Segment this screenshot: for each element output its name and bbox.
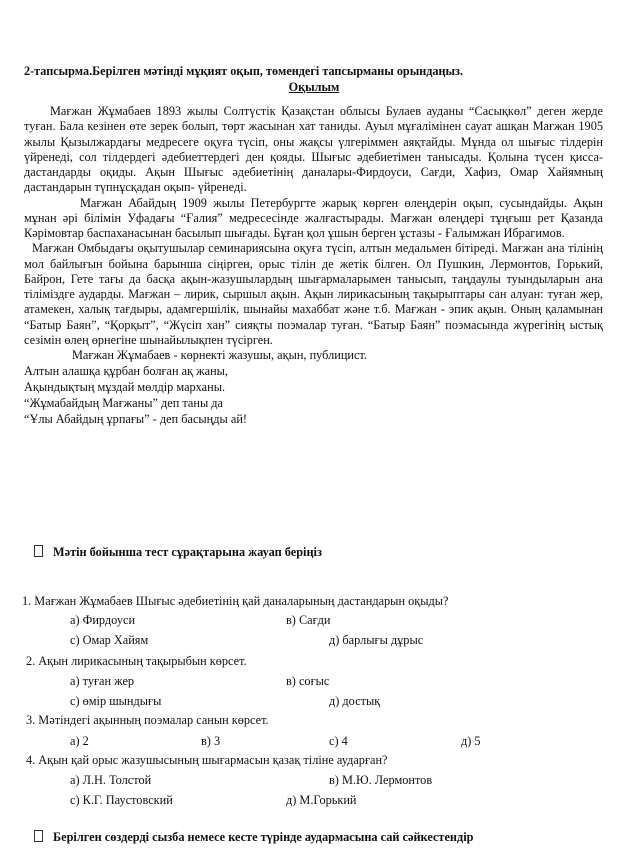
question-3: 3. Мәтіндегі ақынның поэмалар санын көрсет.: [26, 713, 269, 727]
q4-option-b[interactable]: в) М.Ю. Лермонтов: [329, 773, 433, 787]
poem-line: “Ұлы Абайдың ұрпағы” - деп басыңды ай!: [24, 412, 247, 427]
poem-line: “Жұмабайдың Мағжаны” деп таны да: [24, 396, 223, 411]
q1-option-c[interactable]: с) Омар Хайям: [70, 633, 149, 647]
q4-option-d[interactable]: д) М.Горький: [286, 793, 357, 807]
checkbox-glyph-icon: [34, 830, 43, 842]
poem-line: Алтын алашқа құрбан болған ақ жаны,: [24, 364, 228, 379]
q2-option-c[interactable]: с) өмір шындығы: [70, 694, 162, 708]
section-test-heading: [34, 544, 322, 560]
q1-option-d[interactable]: д) барлығы дұрыс: [329, 633, 424, 647]
section-matching-label: Берілген сөздерді сызба немесе кесте түрінде аудармасына сай сәйкестендір: [53, 830, 474, 844]
question-4: 4. Ақын қай орыс жазушысының шығармасын қазақ тіліне аударған?: [26, 753, 388, 767]
poem: [24, 363, 603, 427]
question-2: 2. Ақын лирикасының тақырыбын көрсет.: [26, 654, 247, 668]
task-header: [24, 64, 604, 95]
q4-option-c[interactable]: с) К.Г. Паустовский: [70, 793, 173, 807]
poem-line: Ақындықтың мұздай мөлдір марханы.: [24, 380, 226, 395]
task-instruction: 2-тапсырма.Берілген мәтінді мұқият оқып, төмендегі тапсырманы орындаңыз.: [24, 64, 463, 78]
question-1: 1. Мағжан Жұмабаев Шығыс әдебиетінің қай даналарының дастандарын оқыды?: [22, 594, 449, 608]
text-title: Оқылым: [288, 80, 340, 94]
q1-option-b[interactable]: в) Сағди: [286, 613, 331, 627]
q2-option-a[interactable]: а) туған жер: [70, 674, 135, 688]
paragraph-2: Мағжан Абайдың 1909 жылы Петербургте жарық көрген өлеңдерін оқып, сусындайды. Ақын мұнан әрі білімін Уфадағы “Ғалия” медресесінде жалғастырады. Мағжан өлеңдері тұңғыш рет Қазанда Кәрімовтар баспаханасынан басылып шығады. Бұған қол ұшын берген ұстазы - Ғалымжан Ибрагимов.: [24, 195, 603, 240]
q3-option-d[interactable]: д) 5: [461, 734, 481, 748]
paragraph-3: Мағжан Омбыдағы оқытушылар семинариясына оқуға түсіп, алтын медальмен бітіреді. Мағжан ана тілінің мол байлығын бойына барынша сіңірген, орыс тілін де жетік білген. Ол Пушкин, Лермонтов, Горький, Байрон, Гете тағы да басқа ақын-жазушылардың шығармаларымен танысып, таңдаулы туындыларын ана тіліміздге аударды. Мағжан – лирик, сыршыл ақын. Ақын лирикасының тақырыптары сан алуан: туған жер, атамекен, халық тағдыры, адамгершілік, шынайы махаббат және т.б. Мағжан - эпик ақын. Оның қаламынан “Батыр Баян”, “Қорқыт”, “Жүсіп хан” сияқты поэмалар туған. “Батыр Баян” поэмасында жүрегінің ыстық сезімін өлең өрнегіне шынайылықпен түсірген.: [24, 241, 603, 347]
paragraph-1: Мағжан Жұмабаев 1893 жылы Солтүстік Қазақстан облысы Булаев ауданы “Сасықкөл” деген жерде туған. Бала кезінен өте зерек болып, төрт жасынан хат таниды. Ауыл мұғалімінен сауат ашқан Мағжан 1905 жылы Қызылжардағы медресеге оқуға түсіп, оны жақсы үлгеріммен аяқтайды. Мұнда ол шығыс тілдерін үйренеді, сол тілдердегі әдебиеттердегі ден қояды. Шығыс әдебиетімен танысады. Қолына түсен қисса- дастандарды оқиды. Ақын Шығыс әдебиетінің даналары-Фирдоуси, Сағди, Хафиз, Омар Хайямның дастандарын түпнұсқадан оқып- үйренеді.: [24, 104, 603, 195]
q3-option-b[interactable]: в) 3: [201, 734, 221, 748]
q1-option-a[interactable]: а) Фирдоуси: [70, 613, 136, 627]
paragraph-4: Мағжан Жұмабаев - көрнекті жазушы, ақын, публицист.: [72, 348, 367, 362]
q3-option-c[interactable]: с) 4: [329, 734, 348, 748]
q3-option-a[interactable]: а) 2: [70, 734, 89, 748]
q2-option-b[interactable]: в) соғыс: [286, 674, 330, 688]
q2-option-d[interactable]: д) достық: [329, 694, 381, 708]
q4-option-a[interactable]: а) Л.Н. Толстой: [70, 773, 152, 787]
section-test-label: Мәтін бойынша тест сұрақтарына жауап беріңіз: [53, 545, 322, 559]
reading-text: [24, 104, 603, 427]
checkbox-glyph-icon: [34, 545, 43, 557]
section-matching-heading: [34, 829, 473, 845]
